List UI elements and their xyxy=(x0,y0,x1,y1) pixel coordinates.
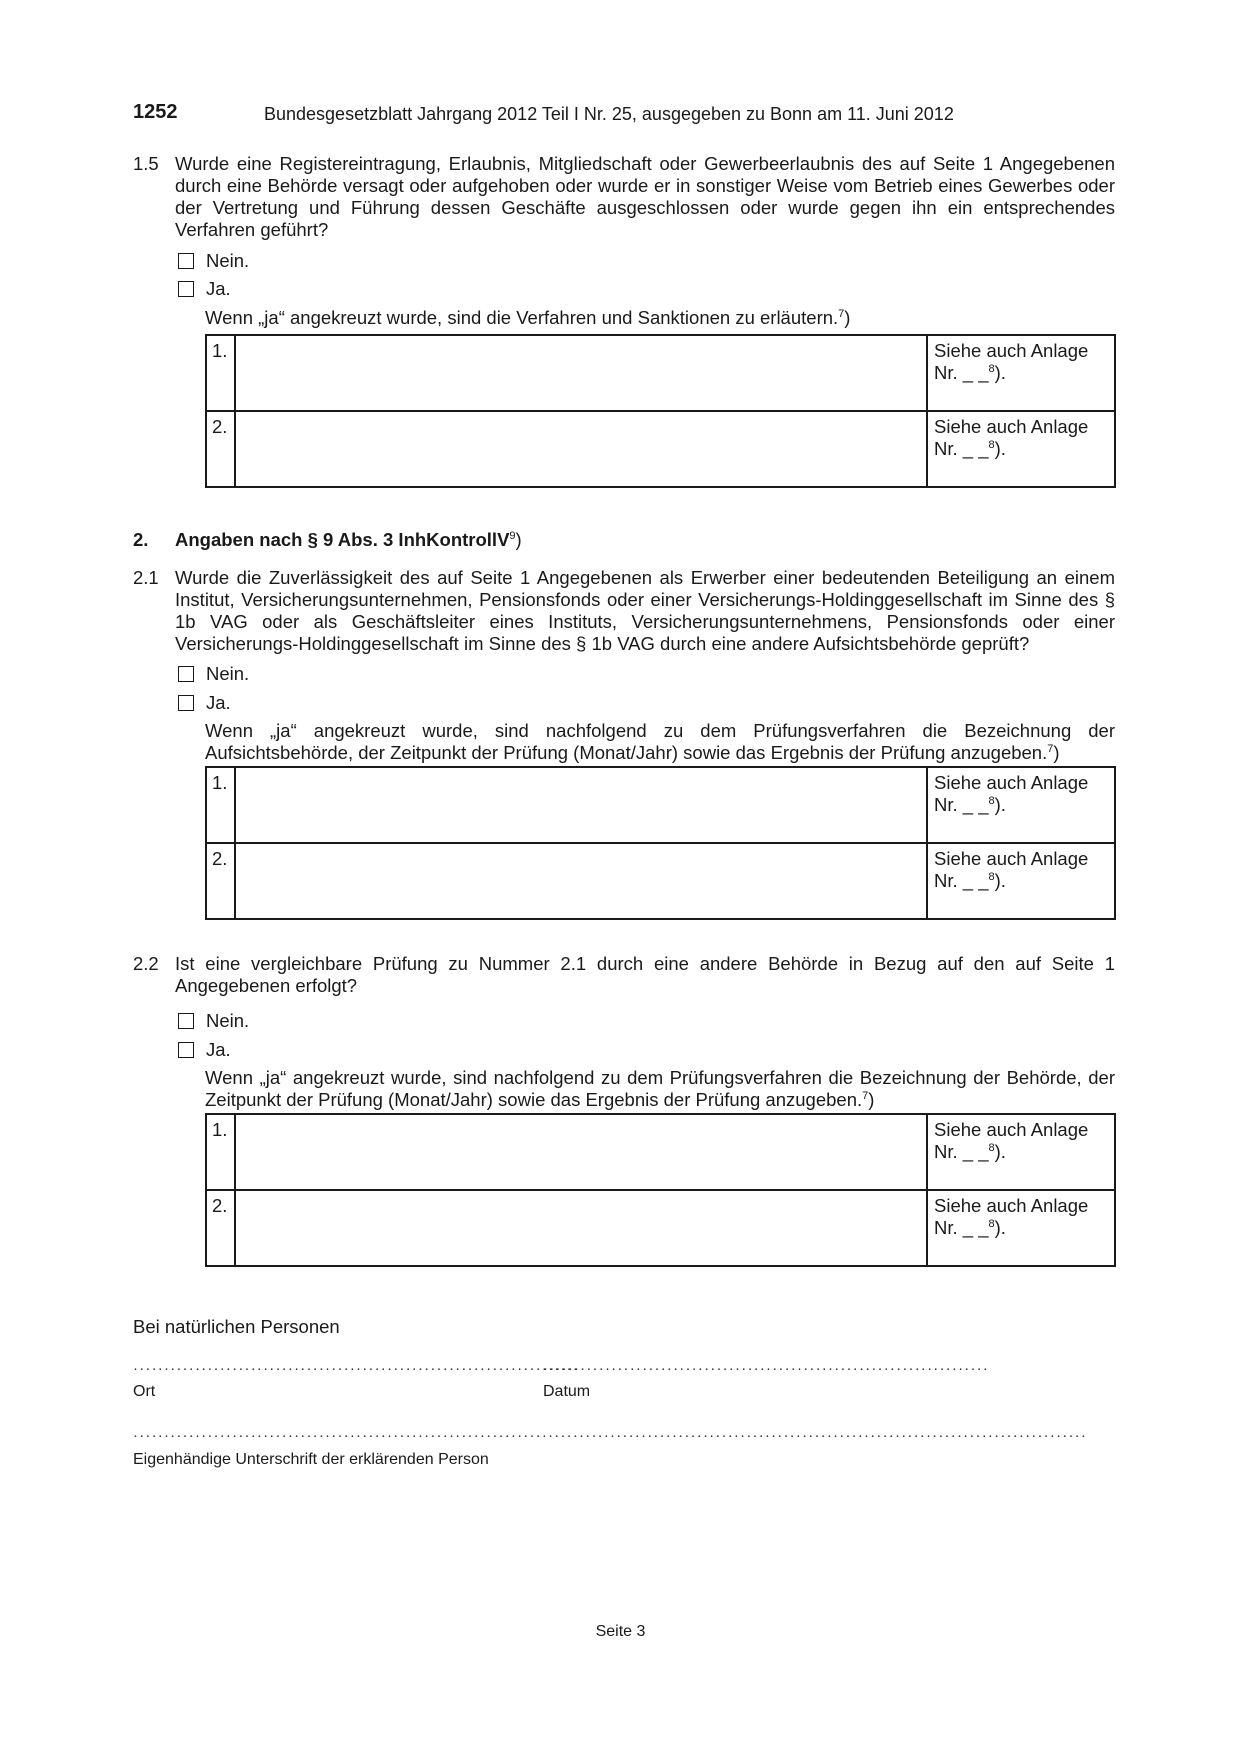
answer-table-2-1 xyxy=(205,766,1116,920)
section-title: Angaben nach § 9 Abs. 3 InhKontrollV$^9$) xyxy=(175,529,522,550)
answer-field[interactable] xyxy=(235,335,927,411)
table-row xyxy=(206,843,1115,919)
table-row xyxy=(206,1114,1115,1190)
signature-label: Eigenhändige Unterschrift der erklärenden Person xyxy=(133,1451,489,1468)
place-field[interactable]: ········································································ xyxy=(133,1360,580,1377)
checkbox-no-1-5[interactable] xyxy=(178,253,194,269)
answer-field[interactable] xyxy=(235,411,927,487)
attachment-reference: Siehe auch Anlage Nr. _ _$^8$). xyxy=(927,843,1115,919)
option-label: Ja. xyxy=(206,1039,231,1060)
footnote-ref: 7 xyxy=(838,307,845,320)
answer-table-2-2 xyxy=(205,1113,1116,1267)
question-2-1 xyxy=(133,567,1115,655)
question-text: Wurde eine Registereintragung, Erlaubnis, Mitgliedschaft oder Gewerbeerlaubnis des auf Seite 1 Angegebenen durch eine Behörde versagt oder aufgehoben oder wurde er in sonstiger Weise vom Betrieb eines Gewerbes oder der Vertretung und Führung dessen Geschäfte ausgeschlossen oder wurde gegen ihn ein entsprechendes Verfahren geführt? xyxy=(175,153,1115,240)
row-number: 1. xyxy=(206,1114,235,1190)
table-row xyxy=(206,411,1115,487)
place-label: Ort xyxy=(133,1383,156,1400)
option-label: Nein. xyxy=(206,1010,250,1031)
page-header xyxy=(133,101,1101,125)
question-text: Wurde die Zuverlässigkeit des auf Seite 1 Angegebenen als Erwerber einer bedeutenden Beteiligung an einem Institut, Versicherungsunternehmen, Pensionsfonds oder einer Versicherungs-Holdinggesellschaft im Sinne des § 1b VAG oder als Geschäftsleiter eines Instituts, Versicherungsunternehmens, Pensionsfonds oder einer Versicherungs-Holdinggesellschaft im Sinne des § 1b VAG durch eine andere Aufsichtsbehörde geprüft? xyxy=(175,567,1115,654)
attachment-reference: Siehe auch Anlage Nr. _ _$^8$). xyxy=(927,411,1115,487)
table-row xyxy=(206,767,1115,843)
row-number: 2. xyxy=(206,411,235,487)
attachment-reference: Siehe auch Anlage Nr. _ _$^8$). xyxy=(927,335,1115,411)
attachment-reference: Siehe auch Anlage Nr. _ _$^8$). xyxy=(927,1190,1115,1266)
page-number: 1252 xyxy=(133,101,178,123)
row-number: 2. xyxy=(206,843,235,919)
question-number: 1.5 xyxy=(133,153,159,174)
date-label: Datum xyxy=(543,1383,591,1400)
table-row xyxy=(206,1190,1115,1266)
checkbox-no-2-1[interactable] xyxy=(178,666,194,682)
row-number: 1. xyxy=(206,767,235,843)
option-label: Nein. xyxy=(206,250,250,271)
table-row xyxy=(206,335,1115,411)
option-label: Ja. xyxy=(206,692,231,713)
question-2-2 xyxy=(133,953,1115,997)
row-number: 1. xyxy=(206,335,235,411)
answer-field[interactable] xyxy=(235,767,927,843)
instruction-note-2-1: Wenn „ja“ angekreuzt wurde, sind nachfolgend zu dem Prüfungsverfahren die Bezeichnung der Aufsichtsbehörde, der Zeitpunkt der Prüfung (Monat/Jahr) sowie das Ergebnis der Prüfung anzugeben.$^7$) xyxy=(205,720,1115,763)
row-number: 2. xyxy=(206,1190,235,1266)
option-label: Nein. xyxy=(206,663,250,684)
attachment-reference: Siehe auch Anlage Nr. _ _$^8$). xyxy=(927,767,1115,843)
answer-table-1-5 xyxy=(205,334,1116,488)
signature-field[interactable]: ·························································································································································· xyxy=(133,1427,1088,1444)
answer-field[interactable] xyxy=(235,1114,927,1190)
question-text: Ist eine vergleichbare Prüfung zu Nummer 2.1 durch eine andere Behörde in Bezug auf den auf Seite 1 Angegebenen erfolgt? xyxy=(175,953,1115,996)
footnote-ref: 7 xyxy=(1047,742,1054,755)
instruction-note-2-2: Wenn „ja“ angekreuzt wurde, sind nachfolgend zu dem Prüfungsverfahren die Bezeichnung der Behörde, der Zeitpunkt der Prüfung (Monat/Jahr) sowie das Ergebnis der Prüfung anzugeben.$^7$) xyxy=(205,1067,1115,1110)
question-1-5 xyxy=(133,153,1115,241)
checkbox-yes-1-5[interactable] xyxy=(178,281,194,297)
question-number: 2.1 xyxy=(133,567,159,588)
checkbox-yes-2-2[interactable] xyxy=(178,1042,194,1058)
answer-field[interactable] xyxy=(235,1190,927,1266)
checkbox-no-2-2[interactable] xyxy=(178,1013,194,1029)
attachment-reference: Siehe auch Anlage Nr. _ _$^8$). xyxy=(927,1114,1115,1190)
option-label: Ja. xyxy=(206,278,231,299)
gazette-title: Bundesgesetzblatt Jahrgang 2012 Teil I Nr. 25, ausgegeben zu Bonn am 11. Juni 2012 xyxy=(264,104,954,124)
question-number: 2.2 xyxy=(133,953,159,974)
checkbox-yes-2-1[interactable] xyxy=(178,695,194,711)
footnote-ref: 7 xyxy=(862,1089,869,1102)
natural-persons-heading: Bei natürlichen Personen xyxy=(133,1316,340,1337)
date-field[interactable]: ········································································ xyxy=(543,1360,990,1377)
instruction-note-1-5: Wenn „ja“ angekreuzt wurde, sind die Verfahren und Sanktionen zu erläutern.$^7$) xyxy=(205,307,851,328)
section-number: 2. xyxy=(133,529,149,550)
answer-field[interactable] xyxy=(235,843,927,919)
page-footer: Seite 3 xyxy=(595,1623,646,1640)
